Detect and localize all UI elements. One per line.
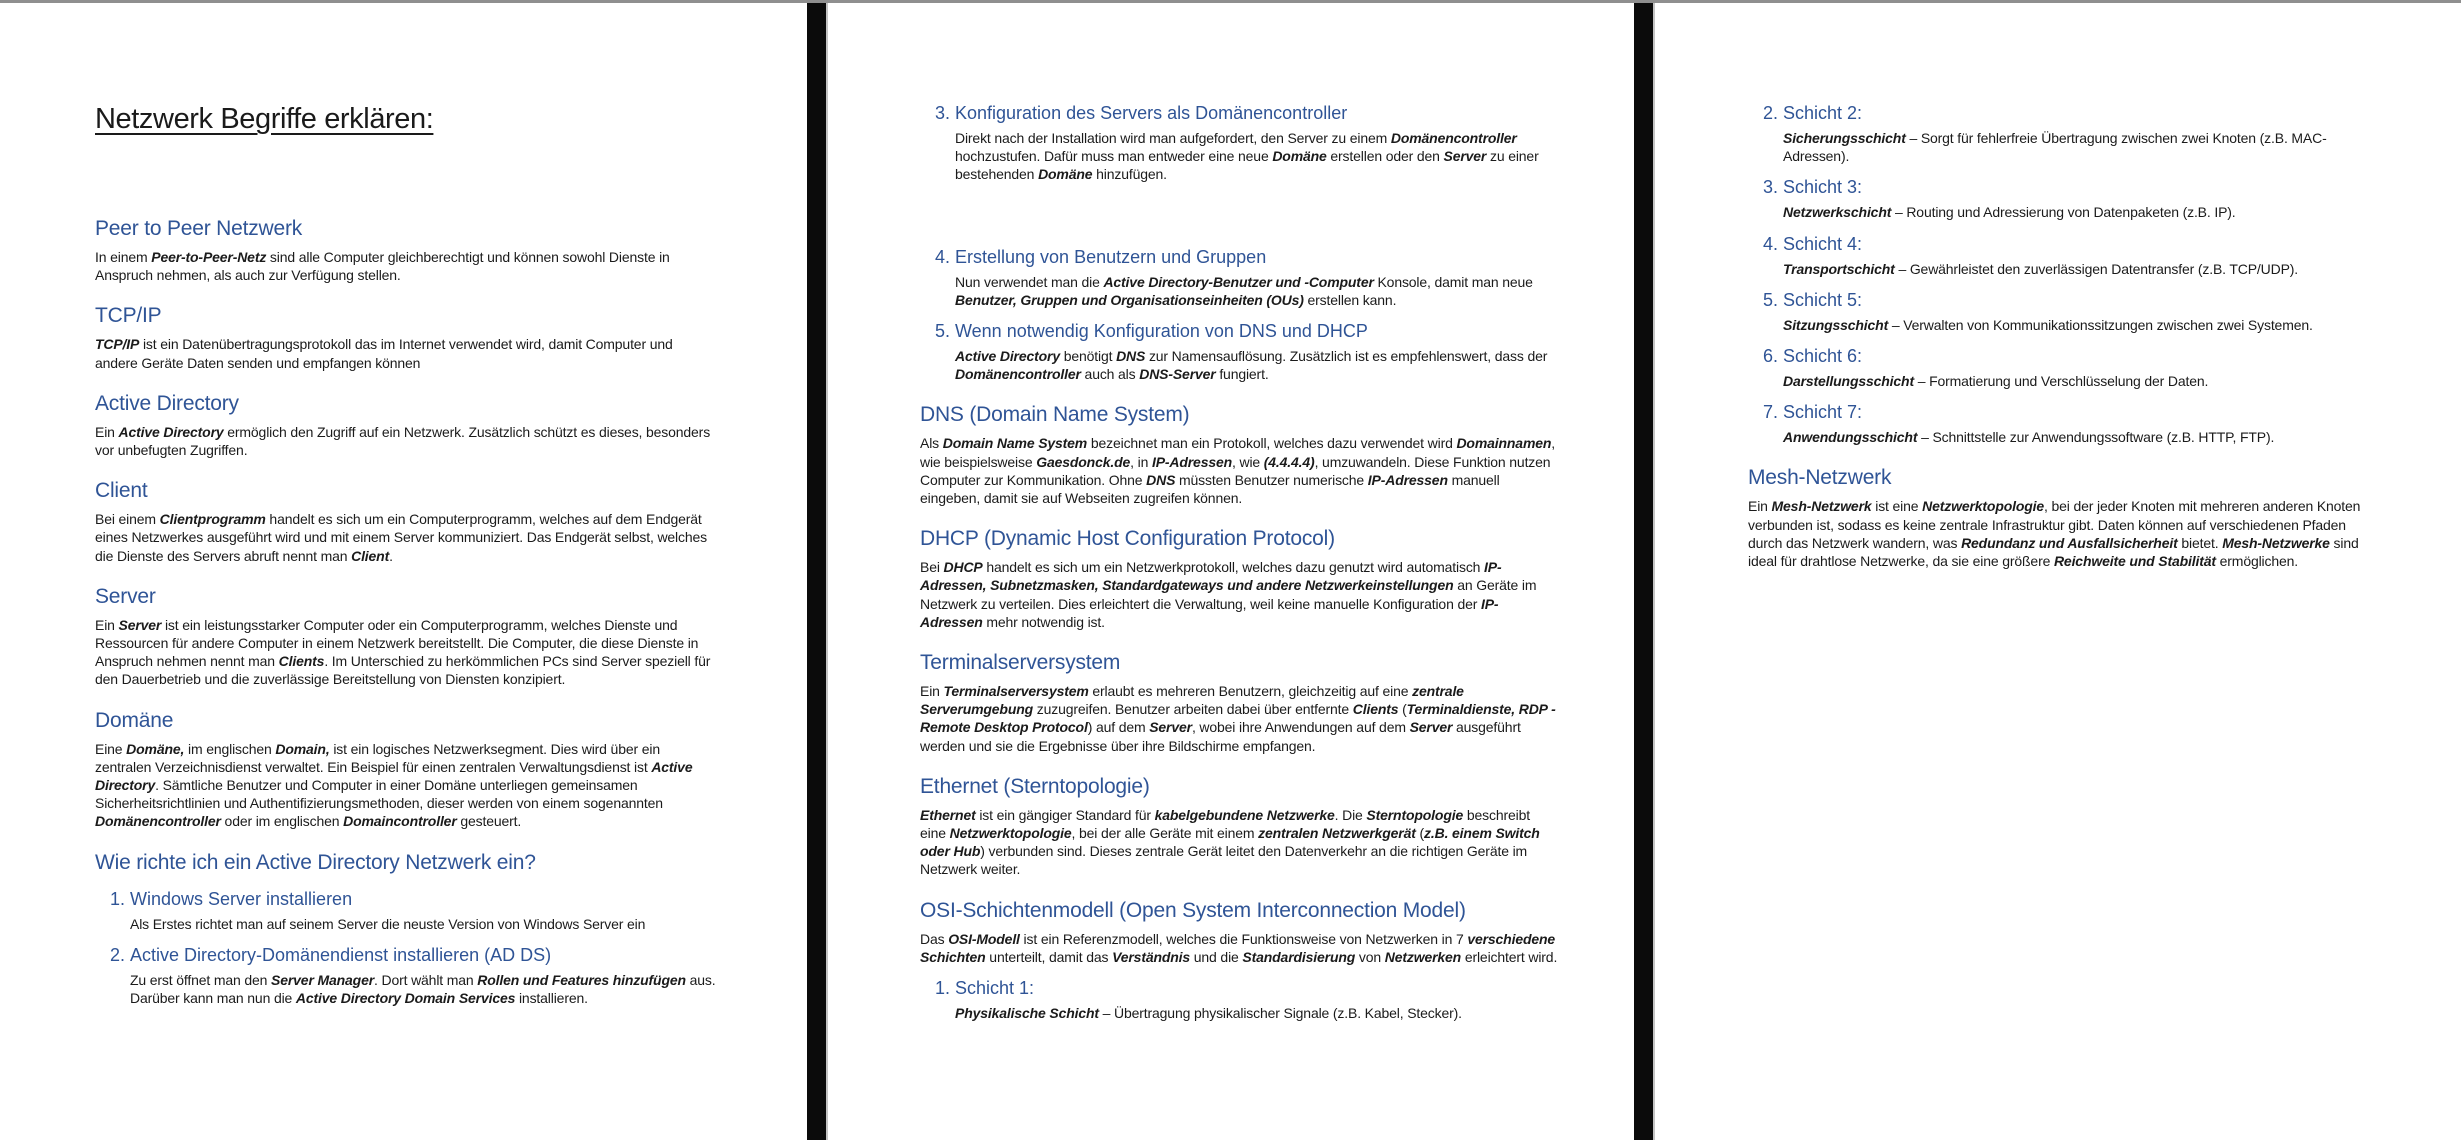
list-paragraph — [955, 347, 1558, 383]
text-run: . Im Unterschied zu herkömmlichen PCs sind Server speziell für den Dauerbetrieb und die zuverlässige Bereitstellung von Diensten konzipiert. — [95, 653, 711, 688]
text-run: Server Manager — [271, 971, 375, 988]
text-run: – Formatierung und Verschlüsselung der Daten. — [1913, 373, 2209, 390]
list-number: 7. — [1763, 402, 1779, 423]
list-heading-text: Schicht 2: — [1783, 103, 1863, 123]
text-run: ermöglich den Zugriff auf ein Netzwerk. Zusätzlich schützt es dieses, besonders vor unbefugten Zugriffen. — [95, 423, 711, 459]
text-run: sind ideal für drahtlose Netzwerke, da sie eine größere — [1748, 534, 2359, 570]
list-paragraph — [955, 129, 1558, 184]
text-run: und die — [1190, 948, 1243, 965]
text-run: beschreibt eine — [920, 806, 1530, 842]
text-run: Bei einem — [95, 511, 160, 528]
text-run: DNS-Server — [1139, 366, 1216, 383]
text-run: ist ein Referenzmodell, welches die Funktionsweise von Netzwerken in 7 — [1019, 930, 1468, 947]
paragraph — [95, 423, 719, 459]
text-run: mehr notwendig ist. — [982, 613, 1105, 630]
text-run: ist ein leistungsstarker Computer oder ein Computerprogramm, welches Dienste und Ressourcen für andere Computer in einem Netzwerk bereitstellt. Die Computer, die diese Dienste in Anspruch nehmen nennt man — [95, 616, 699, 670]
list-number: 4. — [935, 246, 951, 267]
section-heading: Active Directory — [95, 391, 239, 415]
text-run: Domänencontroller — [95, 813, 221, 830]
list-paragraph — [1783, 129, 2371, 165]
text-run: Sicherungsschicht — [1783, 130, 1906, 146]
text-run: Terminaldienste, RDP - Remote Desktop Protocol — [920, 701, 1556, 736]
text-run: Redundanz und Ausfallsicherheit — [1961, 534, 2178, 551]
list-item-heading — [110, 944, 719, 966]
paragraph — [95, 740, 719, 831]
text-run: Ethernet — [920, 806, 976, 823]
section-heading: Mesh-Netzwerk — [1748, 466, 1892, 490]
text-run: erstellen kann. — [1303, 291, 1397, 308]
text-run: Domäne — [1272, 148, 1327, 165]
text-run: DHCP — [943, 559, 983, 576]
text-run: erleichtert wird. — [1461, 948, 1558, 965]
text-run: Netzwerktopologie — [1922, 498, 2045, 515]
text-run: Ein — [95, 423, 119, 440]
paragraph — [920, 930, 1558, 966]
text-run: ermöglichen. — [2215, 553, 2299, 570]
text-run: Darstellungsschicht — [1783, 373, 1914, 390]
list-heading-text: Schicht 7: — [1783, 402, 1863, 423]
section-heading: Client — [95, 479, 148, 503]
text-run: In einem — [95, 249, 152, 265]
text-run: – Routing und Adressierung von Datenpaketen (z.B. IP). — [1891, 204, 2236, 221]
list-item-heading — [935, 102, 1558, 124]
paragraph — [920, 682, 1558, 755]
text-run: ist ein gängiger Standard für — [975, 806, 1155, 823]
list-heading-text: Active Directory-Domänendienst installieren (AD DS) — [130, 944, 552, 965]
text-run: Domain, — [275, 740, 330, 757]
text-run: Ein — [920, 683, 944, 700]
text-run: Clientprogramm — [159, 511, 266, 528]
text-run: Clients — [1352, 701, 1399, 718]
section-heading: Wie richte ich ein Active Directory Netzwerk ein? — [95, 850, 536, 874]
text-run: Server — [1443, 148, 1487, 165]
text-run: ist ein logisches Netzwerksegment. Dies wird über ein zentralen Verzeichnisdienst verwaltet. Ein Beispiel für einen zentralen Verwaltungsdienst ist — [95, 740, 660, 775]
text-run: erlaubt es mehreren Benutzern, gleichzeitig auf eine — [1088, 683, 1413, 700]
page-3[interactable] — [1655, 3, 2461, 1140]
list-heading-text: Windows Server installieren — [130, 888, 353, 909]
text-run: Reichweite und Stabilität — [2053, 553, 2216, 570]
text-run: kabelgebundene Netzwerke — [1154, 806, 1335, 823]
text-run: – Schnittstelle zur Anwendungssoftware (z.B. HTTP, FTP). — [1917, 429, 2275, 446]
list-item-heading — [935, 320, 1558, 342]
list-paragraph — [130, 971, 719, 1007]
text-run: Das — [920, 930, 949, 947]
text-run: Active Directory — [955, 348, 1060, 365]
text-run: Ein — [95, 616, 119, 633]
text-run: Standardisierung — [1242, 948, 1356, 965]
document-title: Netzwerk Begriffe erklären: — [95, 103, 434, 135]
list-number: 1. — [110, 888, 126, 909]
section-heading: DHCP (Dynamic Host Configuration Protocol) — [920, 527, 1335, 551]
text-run: ausgeführt werden und sie die Ergebnisse über ihre Bildschirme empfangen. — [920, 719, 1521, 754]
text-run: (4.4.4.4) — [1263, 453, 1315, 470]
section-heading: Terminalserversystem — [920, 651, 1121, 675]
text-run: Netzwerktopologie — [949, 825, 1072, 842]
paragraph — [920, 558, 1558, 631]
text-run: Sterntopologie — [1366, 806, 1464, 823]
text-run: im englischen — [184, 740, 276, 757]
text-run: IP-Adressen — [1151, 453, 1232, 470]
text-run: unterteilt, damit das — [985, 948, 1113, 965]
list-heading-text: Schicht 1: — [955, 978, 1035, 999]
page-gap — [1634, 3, 1655, 1140]
text-run: bietet. — [2177, 534, 2223, 551]
text-run: handelt es sich um ein Computerprogramm, welches auf dem Endgerät eines Netzwerkes ausgeführt wird und mit einem Server kommuniziert. Das Endgerät selbst, welches die Dienste des Servers abruft nennt man — [95, 511, 707, 564]
text-run: Sitzungsschicht — [1783, 316, 1889, 333]
list-number: 1. — [935, 978, 951, 999]
list-heading-text: Schicht 5: — [1783, 289, 1863, 310]
text-run: . — [389, 547, 393, 564]
paragraph — [95, 510, 719, 565]
text-run: Domain Name System — [942, 435, 1088, 452]
text-run: Domäne — [1038, 166, 1093, 183]
text-run: Server — [1409, 719, 1453, 736]
list-item-heading — [1763, 401, 2371, 423]
text-run: DNS — [1116, 348, 1146, 365]
list-paragraph — [1783, 203, 2371, 221]
text-run: Domaincontroller — [343, 813, 457, 830]
text-run: Active Directory — [118, 423, 224, 440]
text-run: von — [1355, 948, 1385, 965]
list-heading-text: Schicht 4: — [1783, 233, 1863, 254]
text-run: IP-Adressen — [920, 595, 1499, 630]
list-number: 5. — [1763, 289, 1779, 310]
text-run: Anwendungsschicht — [1783, 429, 1918, 446]
list-paragraph — [1783, 372, 2371, 390]
text-run: oder im englischen — [220, 813, 344, 830]
text-run: DNS — [1146, 471, 1176, 488]
text-run: zur Namensauflösung. Zusätzlich ist es empfehlenswert, dass der — [1145, 348, 1548, 365]
list-heading-text: Schicht 3: — [1783, 177, 1863, 198]
text-run: , umzuwandeln. Diese Funktion nutzen Computer zur Kommunikation. Ohne — [920, 453, 1551, 488]
text-run: Server — [1149, 719, 1192, 736]
text-run: hochzustufen. Dafür muss man entweder eine neue — [955, 148, 1273, 165]
text-run: – Verwalten von Kommunikationssitzungen zwischen zwei Systemen. — [1888, 316, 2313, 333]
paragraph — [1748, 497, 2371, 570]
text-run: , wobei ihre Anwendungen auf dem — [1191, 719, 1410, 736]
text-run: Mesh-Netzwerke — [2222, 534, 2330, 551]
text-run: zuzugreifen. Benutzer arbeiten dabei über entfernte — [1033, 701, 1353, 718]
list-heading-text: Erstellung von Benutzern und Gruppen — [955, 246, 1267, 267]
paragraph — [95, 616, 719, 689]
text-run: Eine — [95, 740, 127, 757]
text-run: gesteuert. — [456, 813, 522, 830]
section-heading: DNS (Domain Name System) — [920, 403, 1190, 427]
page-gap — [807, 3, 828, 1140]
page-1[interactable] — [0, 3, 807, 1140]
list-number: 5. — [935, 321, 951, 342]
text-run: , in — [1130, 453, 1152, 470]
text-run: handelt es sich um ein Netzwerkprotokoll, welches dazu genutzt wird automatisch — [982, 559, 1485, 576]
text-run: OSI-Modell — [948, 930, 1020, 947]
text-run: zu einer bestehenden — [955, 148, 1539, 183]
text-run: Konsole, damit man neue — [1373, 273, 1533, 290]
text-run: Mesh-Netzwerk — [1771, 498, 1872, 515]
list-heading-text: Schicht 6: — [1783, 346, 1863, 367]
text-run: installieren. — [515, 990, 588, 1007]
section-heading: OSI-Schichtenmodell (Open System Interconnection Model) — [920, 898, 1466, 922]
text-run: , bei der alle Geräte mit einem — [1071, 825, 1259, 842]
text-run: aus. Darüber kann man nun die — [130, 971, 716, 1007]
document-pages-strip — [0, 3, 2461, 1140]
text-run: , bei der jeder Knoten mit mehreren anderen Knoten verbunden ist, sodass es keine zentrale Infrastruktur gibt. Daten können auf verschiedenen Pfaden durch das Netzwerk wandern, was — [1748, 498, 2361, 551]
text-run: – Übertragung physikalischer Signale (z.B. Kabel, Stecker). — [1098, 1005, 1462, 1022]
text-run: – Sorgt für fehlerfreie Übertragung zwischen zwei Knoten (z.B. MAC-Adressen). — [1783, 130, 2327, 165]
text-run: IP-Adressen — [1367, 471, 1448, 488]
text-run: Domäne, — [126, 740, 185, 757]
section-heading: Peer to Peer Netzwerk — [95, 217, 303, 240]
list-item-heading — [935, 246, 1558, 268]
list-number: 6. — [1763, 346, 1779, 367]
text-run: Benutzer, Gruppen und Organisationseinheiten (OUs) — [955, 291, 1304, 308]
text-run: Domänencontroller — [955, 366, 1081, 383]
text-run: sind alle Computer gleichberechtigt und können sowohl Dienste in Anspruch nehmen, als auch zur Verfügung stellen. — [95, 249, 670, 284]
list-number: 2. — [1763, 103, 1779, 123]
text-run: z.B. einem Switch oder Hub — [920, 825, 1540, 860]
paragraph — [95, 335, 719, 371]
paragraph — [95, 248, 719, 284]
text-run: . Sämtliche Benutzer und Computer in einer Domäne unterliegen gemeinsamen Sicherheitsrichtlinien und Authentifizierungsmethoden, dieser werden von einem sogenannten — [95, 777, 663, 812]
text-run: fungiert. — [1215, 366, 1269, 383]
text-run: auch als — [1080, 366, 1140, 383]
text-run: Nun verwendet man die — [955, 273, 1104, 290]
page-2[interactable] — [828, 3, 1634, 1140]
list-paragraph — [1783, 260, 2371, 278]
text-run: hinzufügen. — [1092, 166, 1167, 183]
text-run: ) verbunden sind. Dieses zentrale Gerät leitet den Datenverkehr an die richtigen Geräte im Netzwerk weiter. — [920, 843, 1528, 878]
list-item-heading — [1763, 176, 2371, 198]
text-run: . Die — [1334, 806, 1367, 823]
text-run: zentralen Netzwerkgerät — [1258, 825, 1416, 842]
text-run: . Dort wählt man — [374, 971, 478, 988]
text-run: Bei — [920, 559, 944, 576]
text-run: – Gewährleistet den zuverlässigen Datentransfer (z.B. TCP/UDP). — [1894, 260, 2299, 277]
list-item-heading — [1763, 289, 2371, 311]
text-run: Physikalische Schicht — [955, 1005, 1099, 1022]
text-run: ist ein Datenübertragungsprotokoll das im Internet verwendet wird, damit Computer und andere Geräte Daten senden und empfangen können — [95, 336, 673, 371]
text-run: müssten Benutzer numerische — [1175, 471, 1368, 488]
paragraph — [920, 434, 1558, 507]
text-run: IP-Adressen, Subnetzmasken, Standardgateways und andere Netzwerkeinstellungen — [920, 559, 1502, 594]
list-number: 3. — [1763, 177, 1779, 198]
text-run: benötigt — [1059, 348, 1117, 365]
text-run: Server — [118, 616, 162, 633]
text-run: Verständnis — [1112, 948, 1191, 965]
text-run: Domainnamen — [1456, 435, 1552, 452]
text-run: Client — [351, 547, 390, 564]
list-paragraph — [955, 273, 1558, 309]
text-run: verschiedene Schichten — [920, 930, 1556, 965]
text-run: manuell eingeben, damit sie auf Webseiten zugreifen können. — [920, 471, 1500, 507]
text-run: Rollen und Features hinzufügen — [477, 971, 686, 988]
text-run: Active Directory Domain Services — [295, 990, 516, 1007]
text-run: ist eine — [1871, 498, 1923, 515]
text-run: Als Erstes richtet man auf seinem Server die neuste Version von Windows Server ein — [130, 915, 646, 932]
text-run: , wie — [1232, 453, 1264, 470]
section-heading: Domäne — [95, 708, 174, 732]
text-run: Terminalserversystem — [943, 683, 1089, 700]
text-run: Ein — [1748, 498, 1772, 515]
text-run: Zu erst öffnet man den — [130, 971, 272, 988]
list-paragraph — [955, 1004, 1558, 1022]
list-number: 4. — [1763, 233, 1779, 254]
text-run: Active Directory-Benutzer und -Computer — [1103, 273, 1374, 290]
list-item-heading — [1763, 345, 2371, 367]
list-item-heading — [935, 977, 1558, 999]
text-run: TCP/IP — [95, 336, 140, 353]
section-heading: TCP/IP — [95, 304, 162, 328]
list-heading-text: Wenn notwendig Konfiguration von DNS und DHCP — [955, 321, 1368, 342]
text-run: Direkt nach der Installation wird man aufgefordert, den Server zu einem — [955, 130, 1391, 146]
text-run: Als — [920, 435, 943, 452]
text-run: Active Directory — [95, 758, 693, 794]
list-heading-text: Konfiguration des Servers als Domänencontroller — [955, 103, 1348, 123]
text-run: ) auf dem — [1087, 719, 1150, 736]
text-run: ( — [1398, 701, 1407, 718]
text-run: Gaesdonck.de — [1036, 453, 1131, 470]
list-item-heading — [1763, 102, 2371, 124]
paragraph — [920, 806, 1558, 879]
list-item-heading — [1763, 233, 2371, 255]
text-run: Domänencontroller — [1390, 130, 1517, 146]
list-item-heading — [110, 888, 719, 910]
list-paragraph — [1783, 316, 2371, 334]
text-run: Transportschicht — [1783, 260, 1895, 277]
list-number: 3. — [935, 103, 951, 123]
section-heading: Server — [95, 584, 156, 608]
list-paragraph — [130, 915, 719, 933]
text-run: Clients — [278, 653, 325, 670]
section-heading: Ethernet (Sterntopologie) — [920, 774, 1150, 798]
text-run: Netzwerken — [1384, 948, 1462, 965]
text-run: zentrale Serverumgebung — [920, 683, 1464, 718]
text-run: an Geräte im Netzwerk zu verteilen. Dies erleichtert die Verwaltung, weil keine manuelle Konfiguration der — [920, 577, 1537, 612]
list-number: 2. — [110, 944, 126, 965]
list-paragraph — [1783, 428, 2371, 446]
text-run: bezeichnet man ein Protokoll, welches dazu verwendet wird — [1087, 435, 1457, 452]
text-run: erstellen oder den — [1326, 148, 1444, 165]
text-run: ( — [1415, 825, 1425, 842]
text-run: Netzwerkschicht — [1783, 204, 1892, 221]
text-run: Peer-to-Peer-Netz — [151, 249, 267, 265]
text-run: , wie beispielsweise — [920, 435, 1556, 470]
